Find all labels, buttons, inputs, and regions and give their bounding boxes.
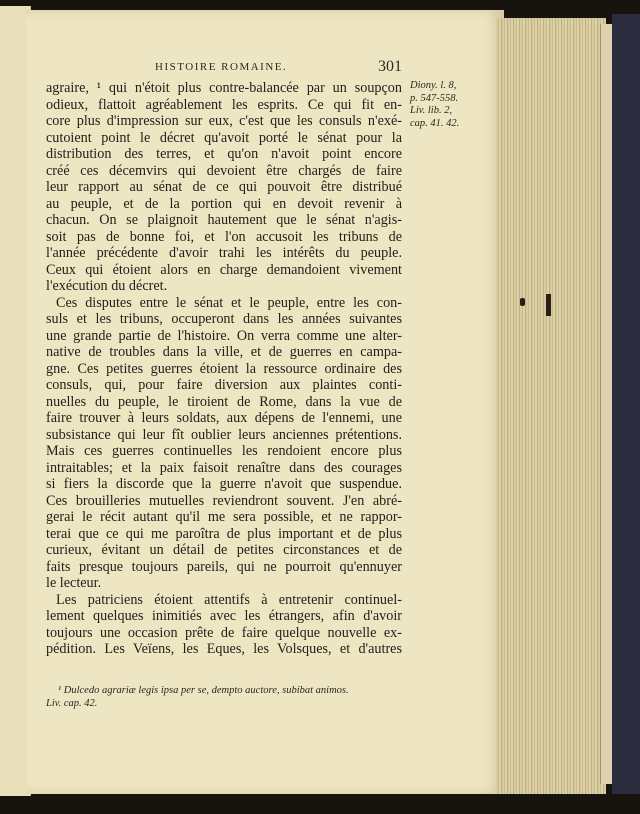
text-line: core plus d'impression sur eux, c'est que les consuls n'exé- bbox=[46, 113, 402, 129]
ink-mark bbox=[546, 294, 551, 316]
margin-note-line: p. 547-558. bbox=[410, 92, 459, 104]
body-text bbox=[46, 80, 402, 658]
text-line: Les patriciens étoient attentifs à entretenir continuel- bbox=[56, 591, 402, 608]
margin-note bbox=[410, 80, 486, 130]
text-line: subsistance qui leur fît oublier leurs anciennes prétentions. bbox=[46, 426, 402, 443]
text-line: au peuple, et de la portion qui en devoit revenir à bbox=[46, 195, 402, 212]
ink-mark bbox=[520, 298, 525, 306]
margin-note-line: Diony. l. 8, bbox=[410, 80, 457, 91]
text-line: gne. Ces petites guerres étoient la ressource ordinaire des bbox=[46, 360, 402, 377]
text-line: l'exécution du décret. bbox=[46, 278, 168, 294]
text-line: nuelles du peuple, le tiroient de Rome, dans la vue de bbox=[46, 393, 402, 410]
marbled-cover bbox=[612, 14, 640, 794]
text-line: une grande partie de l'histoire. On verra comme une alter- bbox=[46, 327, 402, 344]
text-line: l'année précédente d'avoir trahi les intérêts du peuple. bbox=[46, 245, 402, 261]
text-line: Ceux qui étoient alors en charge demandoient vivement bbox=[46, 261, 402, 278]
text-line: faire trouver à leurs soldats, aux dépens de l'ennemi, une bbox=[46, 410, 402, 426]
text-line: lement quelques inimitiés avec les étrangers, afin d'avoir bbox=[46, 608, 402, 624]
margin-note-line: Liv. lib. 2, bbox=[410, 105, 453, 116]
margin-note-line: cap. 41. 42. bbox=[410, 117, 460, 129]
text-line: créé ces décemvirs qui devoient être chargés de faire bbox=[46, 162, 402, 179]
text-line: gerai le récit autant qu'il me sera possible, et ne rappor- bbox=[46, 509, 402, 525]
text-line: si fiers la discorde que la guerre n'avoit que suspendue. bbox=[46, 476, 402, 492]
text-line: consuls, qui, pour faire diversion aux plaintes conti- bbox=[46, 377, 402, 393]
running-title: HISTOIRE ROMAINE. bbox=[155, 61, 288, 73]
footnote-line: Liv. cap. 42. bbox=[46, 698, 98, 709]
text-line: toujours une occasion prête de faire quelque nouvelle ex- bbox=[46, 624, 402, 641]
text-line: suls et les tribuns, occuperont dans les années suivantes bbox=[46, 311, 402, 327]
text-line: pédition. Les Veïens, les Eques, les Volsques, et d'autres bbox=[46, 641, 402, 657]
footnote-line: ¹ Dulcedo agrariæ legis ipsa per se, dempto auctore, subibat animos. bbox=[58, 685, 349, 696]
text-line: cutoient point le décret qu'avoit porté le sénat pour la bbox=[46, 129, 402, 146]
text-line: curieux, évitant un détail de petites circonstances et de bbox=[46, 542, 402, 558]
text-line: Ces disputes entre le sénat et le peuple, entre les con- bbox=[56, 294, 402, 311]
text-line: Mais ces guerres continuelles les rendoient encore plus bbox=[46, 443, 402, 459]
text-line: Ces brouilleries mutuelles reviendront souvent. J'en abré- bbox=[46, 492, 402, 509]
text-line: terai que ce qui me paroîtra de plus important et de plus bbox=[46, 525, 402, 542]
text-line: le lecteur. bbox=[46, 575, 102, 591]
text-line: agraire, ¹ qui n'étoit plus contre-balancée par un soupçon bbox=[46, 80, 402, 96]
text-line: faits presque toujours pareils, qui ne pourroit qu'ennuyer bbox=[46, 558, 402, 575]
text-line: odieux, flattoit agréablement les esprits. Ce qui fit en- bbox=[46, 96, 402, 113]
text-line: native de troubles dans la ville, et de guerres en campa- bbox=[46, 344, 402, 360]
text-line: distribution des terres, et qu'on n'avoit point encore bbox=[46, 146, 402, 162]
page-stack-edges bbox=[496, 18, 606, 794]
text-line: intraitables; et la paix faisoit renaître dans des courages bbox=[46, 459, 402, 476]
text-line: leur rapport au sénat de ce qui pouvoit être distribué bbox=[46, 179, 402, 195]
text-line: chacun. On se plaignoit hautement que le sénat n'agis- bbox=[46, 212, 402, 228]
footnote bbox=[46, 684, 402, 710]
text-line: soit pas de bonne foi, et l'on accusoit les tribuns de bbox=[46, 228, 402, 245]
page-number: 301 bbox=[378, 58, 402, 75]
